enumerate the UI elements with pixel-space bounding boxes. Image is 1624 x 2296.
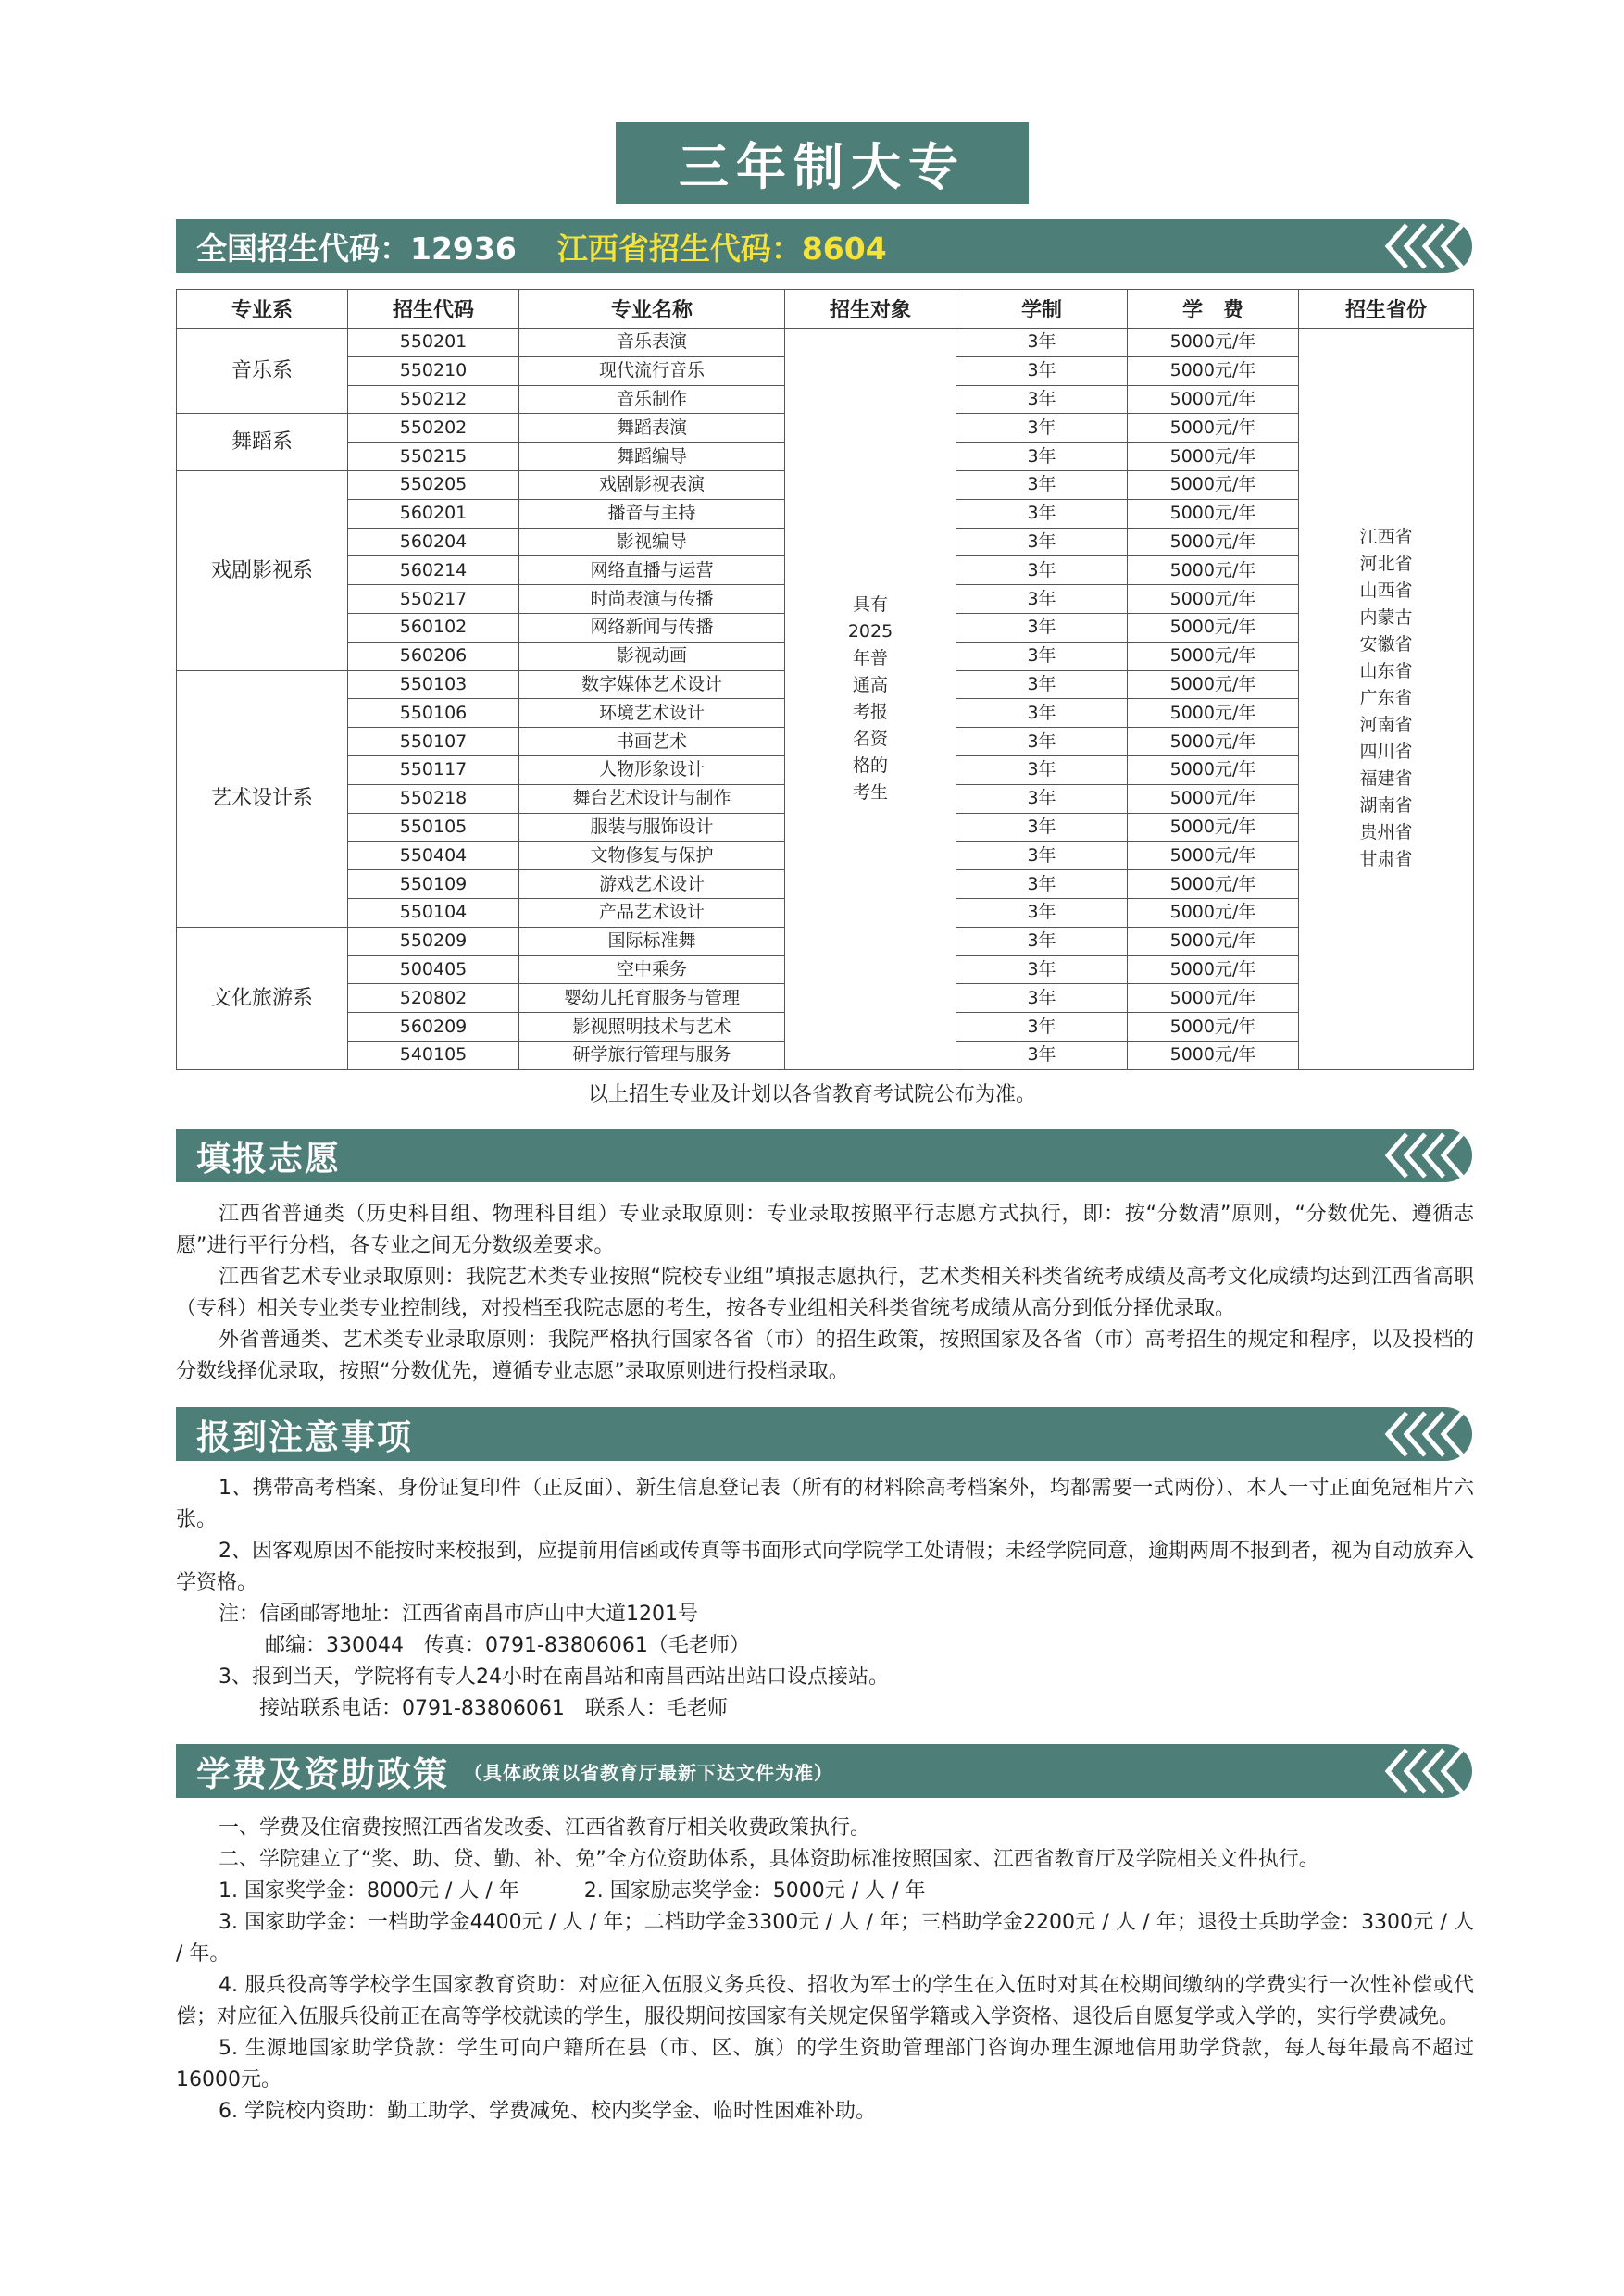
chevrons-icon: [1380, 1407, 1468, 1461]
fee-cell: 5000元/年: [1128, 728, 1299, 756]
code-cell: 550105: [348, 813, 519, 842]
report-item-3: 3、报到当天，学院将有专人24小时在南昌站和南昌西站出站口设点接站。: [219, 1666, 889, 1689]
duration-cell: 3年: [956, 1041, 1128, 1069]
fees-subtitle: （具体政策以省教育厅最新下达文件为准）: [464, 1761, 833, 1784]
code-cell: 550215: [348, 443, 519, 471]
duration-cell: 3年: [956, 1013, 1128, 1042]
department-cell: 戏剧影视系: [177, 470, 348, 670]
code-cell: 550201: [348, 329, 519, 357]
duration-cell: 3年: [956, 470, 1128, 499]
major-cell: 时尚表演与传播: [519, 585, 785, 614]
duration-cell: 3年: [956, 642, 1128, 670]
major-cell: 数字媒体艺术设计: [519, 670, 785, 699]
major-cell: 舞台艺术设计与制作: [519, 784, 785, 813]
duration-cell: 3年: [956, 670, 1128, 699]
target-line: 年普: [852, 647, 888, 668]
table-row: [177, 329, 1474, 357]
duration-cell: 3年: [956, 870, 1128, 899]
major-cell: 播音与主持: [519, 499, 785, 528]
table-header-row: [177, 290, 1474, 329]
fees-item-5: 5. 生源地国家助学贷款：学生可向户籍所在县（市、区、旗）的学生资助管理部门咨询办理生源地信用助学贷款，每人每年最高不超过16000元。: [176, 2037, 1474, 2091]
major-cell: 婴幼儿托育服务与管理: [519, 984, 785, 1013]
fees-item-3: 3. 国家助学金：一档助学金4400元 / 人 / 年；二档助学金3300元 / 人 / 年；三档助学金2200元 / 人 / 年；退役士兵助学金：3300元 / 人 / 年。: [176, 1911, 1474, 1965]
fee-cell: 5000元/年: [1128, 927, 1299, 955]
target-line: 通高: [852, 674, 888, 695]
fees-line-1: 一、学费及住宿费按照江西省发改委、江西省教育厅相关收费政策执行。: [219, 1816, 871, 1840]
fee-cell: 5000元/年: [1128, 842, 1299, 870]
duration-cell: 3年: [956, 528, 1128, 556]
province-name: 山西省: [1359, 580, 1413, 602]
header-fee: 学 费: [1128, 290, 1299, 329]
header-major: 专业名称: [519, 290, 785, 329]
volunteer-paragraph: 外省普通类、艺术类专业录取原则：我院严格执行国家各省（市）的招生政策，按照国家及各省（市）高考招生的规定和程序，以及投档的分数线择优录取，按照“分数优先，遵循专业志愿”录取原则进行投档录取。: [176, 1329, 1474, 1383]
fee-cell: 5000元/年: [1128, 755, 1299, 784]
major-cell: 影视编导: [519, 528, 785, 556]
major-cell: 人物形象设计: [519, 755, 785, 784]
province-name: 贵州省: [1359, 822, 1413, 843]
fee-cell: 5000元/年: [1128, 443, 1299, 471]
major-cell: 服装与服饰设计: [519, 813, 785, 842]
department-cell: 艺术设计系: [177, 670, 348, 927]
province-cell: [1299, 329, 1474, 1070]
major-cell: 产品艺术设计: [519, 898, 785, 927]
major-cell: 书画艺术: [519, 728, 785, 756]
province-name: 山东省: [1359, 661, 1413, 682]
header-code: 招生代码: [348, 290, 519, 329]
report-note-postcode: 邮编：330044 传真：0791-83806061（毛老师）: [265, 1634, 750, 1657]
volunteer-banner: [176, 1129, 1472, 1182]
fee-cell: 5000元/年: [1128, 642, 1299, 670]
duration-cell: 3年: [956, 356, 1128, 385]
report-contact: 接站联系电话：0791-83806061 联系人：毛老师: [259, 1697, 728, 1720]
duration-cell: 3年: [956, 955, 1128, 984]
code-cell: 550217: [348, 585, 519, 614]
table-body: [177, 329, 1474, 1070]
fee-cell: 5000元/年: [1128, 414, 1299, 443]
volunteer-paragraph: 江西省普通类（历史科目组、物理科目组）专业录取原则：专业录取按照平行志愿方式执行，即：按“分数清”原则，“分数优先、遵循志愿”进行平行分档，各专业之间无分数级差要求。: [176, 1203, 1474, 1257]
province-name: 河北省: [1359, 554, 1413, 575]
table-note: 以上招生专业及计划以各省教育考试院公布为准。: [587, 1083, 1036, 1106]
fees-item-4: 4. 服兵役高等学校学生国家教育资助：对应征入伍服义务兵役、招收为军士的学生在入伍时对其在校期间缴纳的学费实行一次性补偿或代偿；对应征入伍服兵役前正在高等学校就读的学生，服役期间按国家有关规定保留学籍或入学资格、退役后自愿复学或入学的，实行学费减免。: [176, 1974, 1474, 2028]
major-cell: 舞蹈编导: [519, 443, 785, 471]
province-name: 福建省: [1359, 768, 1413, 790]
code-cell: 560201: [348, 499, 519, 528]
header-province: 招生省份: [1299, 290, 1474, 329]
department-cell: 文化旅游系: [177, 927, 348, 1069]
province-name: 广东省: [1359, 688, 1413, 709]
fees-line-2: 二、学院建立了“奖、助、贷、勤、补、免”全方位资助体系，具体资助标准按照国家、江西省教育厅及学院相关文件执行。: [219, 1848, 1319, 1871]
major-cell: 现代流行音乐: [519, 356, 785, 385]
fee-cell: 5000元/年: [1128, 813, 1299, 842]
fee-cell: 5000元/年: [1128, 613, 1299, 642]
code-cell: 550104: [348, 898, 519, 927]
fees-title: 学费及资助政策: [196, 1754, 449, 1794]
major-cell: 研学旅行管理与服务: [519, 1041, 785, 1069]
target-line: 具有: [852, 593, 888, 615]
province-name: 甘肃省: [1359, 849, 1413, 870]
chevrons-icon: [1380, 1744, 1468, 1798]
report-section: [176, 1473, 1474, 1725]
fee-cell: 5000元/年: [1128, 784, 1299, 813]
code-cell: 560214: [348, 556, 519, 585]
code-cell: 520802: [348, 984, 519, 1013]
major-cell: 舞蹈表演: [519, 414, 785, 443]
duration-cell: 3年: [956, 784, 1128, 813]
chevrons-icon: [1380, 1129, 1468, 1182]
fee-cell: 5000元/年: [1128, 499, 1299, 528]
chevrons-icon: [1380, 219, 1468, 273]
major-cell: 音乐制作: [519, 385, 785, 414]
duration-cell: 3年: [956, 755, 1128, 784]
department-cell: 音乐系: [177, 329, 348, 414]
code-cell: 550106: [348, 699, 519, 728]
duration-cell: 3年: [956, 984, 1128, 1013]
header-duration: 学制: [956, 290, 1128, 329]
target-line: 2025: [847, 620, 893, 642]
target-line: 考生: [852, 781, 888, 803]
code-cell: 540105: [348, 1041, 519, 1069]
fees-section: [176, 1813, 1474, 2128]
duration-cell: 3年: [956, 728, 1128, 756]
target-line: 格的: [852, 755, 888, 776]
major-cell: 文物修复与保护: [519, 842, 785, 870]
duration-cell: 3年: [956, 556, 1128, 585]
fees-item-2: 2. 国家励志奖学金：5000元 / 人 / 年: [583, 1879, 926, 1903]
fee-cell: 5000元/年: [1128, 556, 1299, 585]
code-cell: 550103: [348, 670, 519, 699]
codes-banner: [176, 219, 1472, 273]
fee-cell: 5000元/年: [1128, 955, 1299, 984]
code-cell: 560102: [348, 613, 519, 642]
province-name: 四川省: [1359, 742, 1413, 763]
volunteer-paragraph: 江西省艺术专业录取原则：我院艺术类专业按照“院校专业组”填报志愿执行，艺术类相关科类省统考成绩及高考文化成绩均达到江西省高职（专科）相关专业类专业控制线，对投档至我院志愿的考生，按各专业组相关科类省统考成绩从高分到低分择优录取。: [176, 1266, 1474, 1320]
duration-cell: 3年: [956, 443, 1128, 471]
fee-cell: 5000元/年: [1128, 470, 1299, 499]
fees-item-1: 1. 国家奖学金：8000元 / 人 / 年: [219, 1879, 519, 1903]
header-department: 专业系: [177, 290, 348, 329]
major-cell: 网络新闻与传播: [519, 613, 785, 642]
code-cell: 560209: [348, 1013, 519, 1042]
target-cell: [785, 329, 956, 1070]
duration-cell: 3年: [956, 414, 1128, 443]
code-cell: 550117: [348, 755, 519, 784]
report-title: 报到注意事项: [196, 1417, 413, 1457]
code-cell: 550210: [348, 356, 519, 385]
fee-cell: 5000元/年: [1128, 356, 1299, 385]
fees-item-6: 6. 学院校内资助：勤工助学、学费减免、校内奖学金、临时性困难补助。: [219, 2100, 876, 2123]
major-cell: 游戏艺术设计: [519, 870, 785, 899]
department-cell: 舞蹈系: [177, 414, 348, 471]
fee-cell: 5000元/年: [1128, 1013, 1299, 1042]
code-cell: 550212: [348, 385, 519, 414]
major-cell: 空中乘务: [519, 955, 785, 984]
major-cell: 影视动画: [519, 642, 785, 670]
fee-cell: 5000元/年: [1128, 1041, 1299, 1069]
fee-cell: 5000元/年: [1128, 329, 1299, 357]
fee-cell: 5000元/年: [1128, 898, 1299, 927]
national-code: 全国招生代码：12936: [196, 230, 517, 267]
fee-cell: 5000元/年: [1128, 870, 1299, 899]
fee-cell: 5000元/年: [1128, 984, 1299, 1013]
duration-cell: 3年: [956, 813, 1128, 842]
code-cell: 550218: [348, 784, 519, 813]
report-item-1: 1、携带高考档案、身份证复印件（正反面）、新生信息登记表（所有的材料除高考档案外，均都需要一式两份）、本人一寸正面免冠相片六张。: [176, 1477, 1474, 1531]
major-cell: 戏剧影视表演: [519, 470, 785, 499]
code-cell: 550205: [348, 470, 519, 499]
duration-cell: 3年: [956, 898, 1128, 927]
duration-cell: 3年: [956, 499, 1128, 528]
major-cell: 网络直播与运营: [519, 556, 785, 585]
fee-cell: 5000元/年: [1128, 585, 1299, 614]
jiangxi-code: 江西省招生代码：8604: [556, 230, 887, 267]
report-note-address: 注：信函邮寄地址：江西省南昌市庐山中大道1201号: [219, 1603, 698, 1626]
province-name: 安徽省: [1359, 634, 1413, 655]
province-name: 内蒙古: [1359, 607, 1413, 629]
duration-cell: 3年: [956, 585, 1128, 614]
code-cell: 550209: [348, 927, 519, 955]
target-line: 名资: [852, 728, 888, 749]
code-cell: 550202: [348, 414, 519, 443]
code-cell: 560206: [348, 642, 519, 670]
duration-cell: 3年: [956, 927, 1128, 955]
report-banner: [176, 1407, 1472, 1461]
code-cell: 550109: [348, 870, 519, 899]
duration-cell: 3年: [956, 699, 1128, 728]
fee-cell: 5000元/年: [1128, 385, 1299, 414]
fee-cell: 5000元/年: [1128, 699, 1299, 728]
fees-banner: [176, 1744, 1472, 1798]
page-title: 三年制大专: [616, 122, 1029, 204]
major-cell: 音乐表演: [519, 329, 785, 357]
code-cell: 500405: [348, 955, 519, 984]
target-line: 考报: [852, 701, 888, 722]
report-item-2: 2、因客观原因不能按时来校报到，应提前用信函或传真等书面形式向学院学工处请假；未经学院同意，逾期两周不报到者，视为自动放弃入学资格。: [176, 1540, 1475, 1594]
volunteer-title: 填报志愿: [196, 1139, 341, 1179]
volunteer-section: [176, 1199, 1474, 1388]
province-name: 江西省: [1359, 527, 1413, 548]
duration-cell: 3年: [956, 842, 1128, 870]
enrollment-table: [176, 289, 1474, 1070]
province-name: 河南省: [1359, 715, 1413, 736]
province-name: 湖南省: [1359, 795, 1413, 817]
code-cell: 550107: [348, 728, 519, 756]
duration-cell: 3年: [956, 613, 1128, 642]
major-cell: 环境艺术设计: [519, 699, 785, 728]
major-cell: 国际标准舞: [519, 927, 785, 955]
fee-cell: 5000元/年: [1128, 670, 1299, 699]
major-cell: 影视照明技术与艺术: [519, 1013, 785, 1042]
fee-cell: 5000元/年: [1128, 528, 1299, 556]
code-cell: 560204: [348, 528, 519, 556]
header-target: 招生对象: [785, 290, 956, 329]
duration-cell: 3年: [956, 329, 1128, 357]
fees-item-1-2: [176, 1876, 1474, 1907]
duration-cell: 3年: [956, 385, 1128, 414]
code-cell: 550404: [348, 842, 519, 870]
